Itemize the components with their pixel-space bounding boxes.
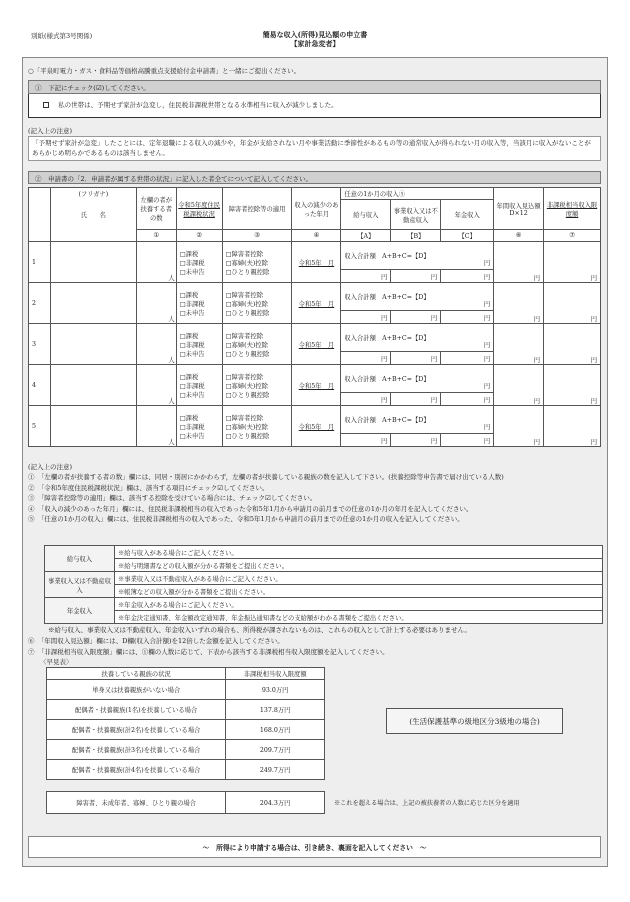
row-number: 5: [29, 406, 51, 447]
note-item: ① 「左欄の者が扶養する者の数」欄には、同居・別居にかかわらず，左欄の者が扶養している親族の数を記入して下さい。(扶養控除等申告書で届け出ている人数): [28, 473, 504, 482]
business-cell[interactable]: 円: [391, 352, 441, 365]
col-business: 事業収入又は不動産収入: [391, 200, 441, 230]
name-cell[interactable]: [50, 283, 136, 324]
note1-heading: (記入上の注意): [28, 127, 73, 135]
annual-income-cell[interactable]: 円: [494, 242, 544, 283]
quick-status: 配偶者・扶養親族(計3名)を扶養している場合: [47, 740, 226, 760]
table-row: [29, 242, 601, 270]
col-monthly-income: 任意の1か月の収入⑤: [341, 188, 494, 200]
note1-text: 「予期せず家計が急変」したことには、定年退職による収入の減少や，年金が支給されない月や事業活動に季節性があるもの等の通常収入が得られない月の収入等，当該月に収入がないことがあらかじめ明らかであるものは該当しません。: [28, 136, 601, 161]
quick-last-value: 204.3万円: [226, 792, 325, 814]
dependents-cell[interactable]: 人: [136, 283, 176, 324]
salary-cell[interactable]: 円: [341, 352, 391, 365]
quick-row: [47, 760, 325, 780]
dependents-cell[interactable]: 人: [136, 324, 176, 365]
num-7: ⑦: [544, 230, 601, 242]
over-note: ※これを超える場合は、上記の被扶養者の人数に応じた区分を適用: [334, 800, 520, 807]
decrease-month-cell[interactable]: 令和5年 月: [292, 324, 341, 365]
income-sum-cell[interactable]: 収入合計額 A+B+C=【D】 円: [341, 283, 494, 311]
business-cell[interactable]: 円: [391, 311, 441, 324]
checkbox[interactable]: [43, 102, 49, 108]
subtitle-text: 【家計急変者】: [290, 39, 340, 48]
note6: ⑥ 「年間収入見込額」欄には、D欄(収入合計額)を12倍した金額を記入してください。: [28, 637, 284, 645]
num-1: ①: [136, 230, 176, 242]
income-sum-cell[interactable]: 収入合計額 A+B+C=【D】 円: [341, 406, 494, 434]
tax-status-cell[interactable]: □課税 □非課税 □未申告: [176, 283, 222, 324]
quick-status: 配偶者・扶養親族(1名)を扶養している場合: [47, 700, 226, 720]
table-row: [29, 324, 601, 352]
deduction-cell[interactable]: □障害者控除 □寡婦(夫)控除 □ひとり親控除: [222, 242, 292, 283]
name-label: 氏 名: [50, 200, 136, 230]
quick-status: 配偶者・扶養親族(計4名)を扶養している場合: [47, 760, 226, 780]
dependents-cell[interactable]: 人: [136, 406, 176, 447]
name-cell[interactable]: [50, 242, 136, 283]
note-item: ④ 「収入の減少のあった年月」欄には、住民税非課税相当の収入であった令和5年1月から申請月の前月までの任意の1か月の年月を記入してください。: [28, 504, 473, 513]
tax-status-cell[interactable]: □課税 □非課税 □未申告: [176, 324, 222, 365]
note7: ⑦ 「非課税相当収入限度額」欄には、①欄の人数に応じて、下表から該当する非課税相当収入限度額を記入してください。: [28, 648, 389, 656]
quick-value: 249.7万円: [226, 760, 325, 780]
num-c: 【C】: [441, 230, 494, 242]
intro-text: ○「平泉町電力・ガス・食料品等価格高騰重点支援給付金申請書」と一緒にご提出ください。: [28, 67, 301, 75]
quick-value: 93.0万円: [226, 680, 325, 700]
income-docs-table: [44, 545, 603, 624]
table-row: [29, 283, 601, 311]
salary-cell[interactable]: 円: [341, 311, 391, 324]
table-row: [29, 365, 601, 393]
furigana-label: (フリガナ): [50, 188, 136, 200]
col-salary: 給与収入: [341, 200, 391, 230]
pension-cell[interactable]: 円: [441, 434, 494, 447]
section1-body: [28, 94, 601, 118]
pension-cell[interactable]: 円: [441, 352, 494, 365]
row-number: 3: [29, 324, 51, 365]
doc-text: ※帳簿などの収入額が分かる書類をご提出ください。: [115, 585, 603, 598]
tax-status-cell[interactable]: □課税 □非課税 □未申告: [176, 365, 222, 406]
doc-label: 年金収入: [45, 598, 115, 624]
limit-cell[interactable]: 円: [544, 406, 601, 447]
quick-body: [47, 680, 325, 780]
num-2: ②: [176, 230, 222, 242]
quick-row: [47, 680, 325, 700]
income-note: ※給与収入、事業収入又は不動産収入、年金収入いずれの場合も、所得税が課されないものは、これらの収入として計上する必要はありません。: [48, 626, 471, 634]
row-number: 4: [29, 365, 51, 406]
salary-cell[interactable]: 円: [341, 270, 391, 283]
decrease-month-cell[interactable]: 令和5年 月: [292, 406, 341, 447]
notes2: [28, 462, 601, 524]
num-b: 【B】: [391, 230, 441, 242]
notes2-heading: (記入上の注意): [28, 463, 73, 471]
decrease-month-cell[interactable]: 令和5年 月: [292, 365, 341, 406]
deduction-cell[interactable]: □障害者控除 □寡婦(夫)控除 □ひとり親控除: [222, 283, 292, 324]
doc-text: ※給与明細書などの収入額が分かる書類をご提出ください。: [115, 559, 603, 572]
quick-last-status: 障害者、未成年者、寡婦、ひとり親の場合: [47, 792, 226, 814]
quick-value: 168.0万円: [226, 720, 325, 740]
row-number: 2: [29, 283, 51, 324]
deduction-cell[interactable]: □障害者控除 □寡婦(夫)控除 □ひとり親控除: [222, 406, 292, 447]
doc-label: 給与収入: [45, 546, 115, 572]
dependents-cell[interactable]: 人: [136, 242, 176, 283]
name-cell[interactable]: [50, 324, 136, 365]
doc-text: ※事業収入又は不動産収入がある場合にご記入ください。: [115, 572, 603, 585]
tax-status-cell[interactable]: □課税 □非課税 □未申告: [176, 406, 222, 447]
deduction-cell[interactable]: □障害者控除 □寡婦(夫)控除 □ひとり親控除: [222, 324, 292, 365]
salary-cell[interactable]: 円: [341, 393, 391, 406]
num-4: ④: [292, 230, 341, 242]
decrease-month-cell[interactable]: 令和5年 月: [292, 242, 341, 283]
col-limit: 非課税相当収入限度額: [544, 188, 601, 230]
checkbox-label: 私の世帯は、予期せず家計が急変し，住民税非課税世帯となる水準相当に収入が減少しました。: [58, 101, 338, 109]
doc-text: ※年金収入がある場合にご記入ください。: [115, 598, 603, 611]
note-item: ⑤ 「任意の1か月の収入」欄には、住民税非課税相当の収入であった、令和5年1月から申請月の前月までの任意の1か月の収入を記入してください。: [28, 515, 464, 524]
name-cell[interactable]: [50, 365, 136, 406]
annual-income-cell[interactable]: 円: [494, 283, 544, 324]
doc-text: ※給与収入がある場合にご記入ください。: [115, 546, 603, 559]
num-3: ③: [222, 230, 292, 242]
quick-last: [46, 791, 325, 814]
note-item: ② 「令和5年度住民税課税状況」欄は、該当する項目にチェック☑してください。: [28, 483, 269, 492]
col-decrease-month: 収入の減少のあった年月: [292, 188, 341, 230]
title-text: 簡易な収入(所得)見込額の申立書: [262, 30, 368, 39]
income-sum-cell[interactable]: 収入合計額 A+B+C=【D】 円: [341, 365, 494, 393]
quick-value: 137.8万円: [226, 700, 325, 720]
row-number: 1: [29, 242, 51, 283]
annual-income-cell[interactable]: 円: [494, 406, 544, 447]
quick-status: 単身又は扶養親族がいない場合: [47, 680, 226, 700]
table-row: [29, 406, 601, 434]
form-title: [0, 30, 630, 48]
limit-cell[interactable]: 円: [544, 283, 601, 324]
pension-cell[interactable]: 円: [441, 270, 494, 283]
table-body: [29, 242, 601, 447]
income-sum-cell[interactable]: 収入合計額 A+B+C=【D】 円: [341, 324, 494, 352]
pension-cell[interactable]: 円: [441, 311, 494, 324]
quick-label: 〈早見表〉: [40, 658, 73, 666]
deduction-cell[interactable]: □障害者控除 □寡婦(夫)控除 □ひとり親控除: [222, 365, 292, 406]
income-sum-cell[interactable]: 収入合計額 A+B+C=【D】 円: [341, 242, 494, 270]
salary-cell[interactable]: 円: [341, 434, 391, 447]
col-deduction: 障害者控除等の適用: [222, 188, 292, 230]
annual-income-cell[interactable]: 円: [494, 324, 544, 365]
business-cell[interactable]: 円: [391, 270, 441, 283]
quick-table: [46, 667, 325, 780]
col-dependents: 左欄の者が扶養する者の数: [136, 188, 176, 230]
business-cell[interactable]: 円: [391, 434, 441, 447]
decrease-month-cell[interactable]: 令和5年 月: [292, 283, 341, 324]
dependents-cell[interactable]: 人: [136, 365, 176, 406]
note1: [28, 126, 601, 161]
quick-header-limit: 非課税相当収入限度額: [226, 668, 325, 680]
note-item: ③ 「障害者控除等の適用」欄は、該当する控除を受けている場合には、チェック☑してください。: [28, 494, 317, 503]
limit-cell[interactable]: 円: [544, 365, 601, 406]
quick-row: [47, 740, 325, 760]
col-annual-income: 年間収入見込額D×12: [494, 188, 544, 230]
quick-row: [47, 720, 325, 740]
form-reference: 別紙(様式第3号関係): [31, 32, 93, 40]
limit-cell[interactable]: 円: [544, 324, 601, 365]
level-box: (生活保護基準の級地区分3級地の場合): [386, 708, 563, 734]
quick-header-status: 扶養している親族の状況: [47, 668, 226, 680]
pension-cell[interactable]: 円: [441, 393, 494, 406]
section2-heading: ② 申請書の「2．申請者が属する世帯の状況」に記入した者全てについて記入してください。: [28, 171, 601, 184]
footer-banner: ～ 所得により申請する場合は、引き続き、裏面を記入してください ～: [28, 836, 601, 858]
quick-status: 配偶者・扶養親族(計2名)を扶養している場合: [47, 720, 226, 740]
col-tax-status: 令和5年度住民税課税状況: [176, 188, 222, 230]
annual-income-cell[interactable]: 円: [494, 365, 544, 406]
business-cell[interactable]: 円: [391, 393, 441, 406]
num-6: ⑥: [494, 230, 544, 242]
doc-text: ※年金決定通知書、年金額改定通知書、年金振込通知書などの支給額がわかる書類をご提出ください。: [115, 611, 603, 624]
tax-status-cell[interactable]: □課税 □非課税 □未申告: [176, 242, 222, 283]
name-cell[interactable]: [50, 406, 136, 447]
household-table: [28, 187, 601, 447]
doc-label: 事業収入又は不動産収入: [45, 572, 115, 598]
num-a: 【A】: [341, 230, 391, 242]
limit-cell[interactable]: 円: [544, 242, 601, 283]
quick-value: 209.7万円: [226, 740, 325, 760]
col-pension: 年金収入: [441, 200, 494, 230]
section1-heading: ① 下記にチェック(☑)してください。: [28, 80, 601, 94]
quick-row: [47, 700, 325, 720]
